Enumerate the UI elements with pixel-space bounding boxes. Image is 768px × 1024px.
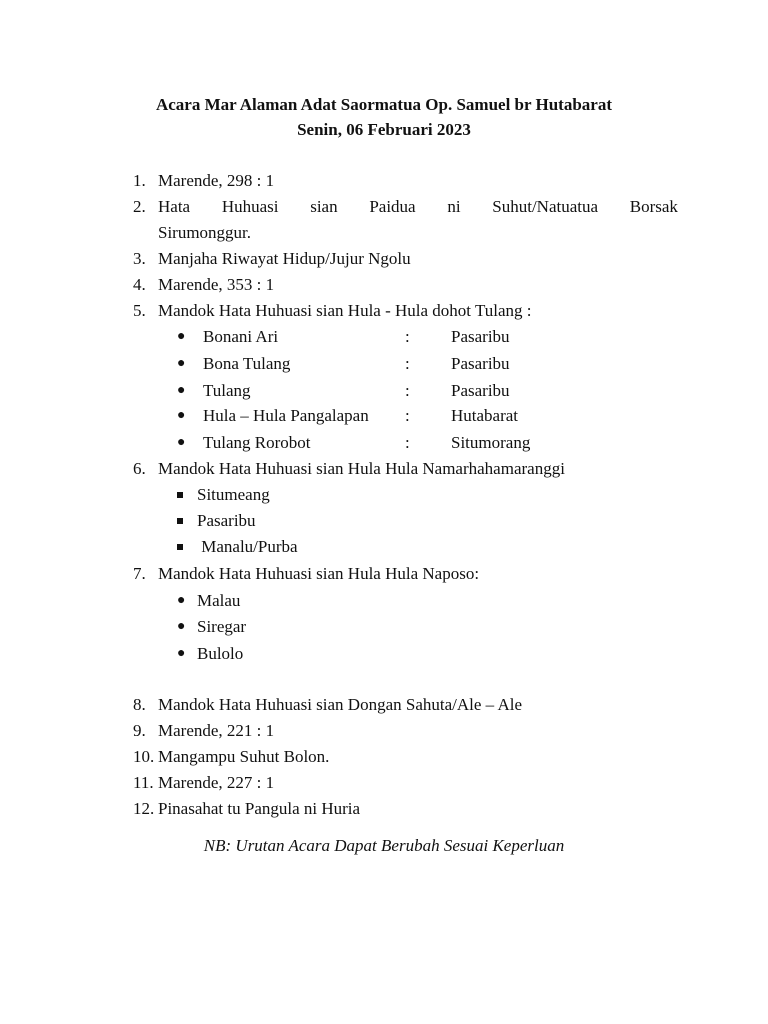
item-word: ni: [447, 197, 461, 216]
list-item: [0, 196, 768, 244]
item-text: Marende, 221 : 1: [158, 721, 275, 740]
item-number: 5.: [133, 301, 146, 320]
sub-label: Hula – Hula Pangalapan: [203, 406, 369, 425]
item-text: Manjaha Riwayat Hidup/Jujur Ngolu: [158, 249, 411, 268]
list-item: [0, 563, 768, 585]
list-item: [0, 772, 768, 794]
item-text-justified: [158, 196, 678, 218]
sub-label: Siregar: [197, 617, 247, 636]
list-item: [0, 170, 768, 192]
list-item: [0, 694, 768, 716]
list-item: [0, 274, 768, 296]
item-word: sian: [310, 197, 338, 216]
document-title: Acara Mar Alaman Adat Saormatua Op. Samuel br Hutabarat: [155, 95, 613, 114]
sub-value: Pasaribu: [451, 327, 510, 346]
list-item: [0, 458, 768, 480]
sub-value: Pasaribu: [451, 354, 510, 373]
bullet-icon: ●: [177, 329, 186, 344]
item-number: 4.: [133, 275, 146, 294]
sub-list-item: [0, 326, 768, 348]
item-number: 10.: [133, 747, 155, 766]
sub-label: Tulang: [203, 381, 251, 400]
item-word: Hata: [158, 197, 191, 216]
item-number: 8.: [133, 695, 146, 714]
sub-label: Situmeang: [197, 485, 270, 504]
sub-list-item: [0, 590, 768, 612]
sub-colon: :: [405, 327, 410, 346]
sub-list-item: [0, 405, 768, 427]
item-number: 2.: [133, 197, 146, 216]
sub-list-item: [0, 643, 768, 665]
note-text: NB: Urutan Acara Dapat Berubah Sesuai Keperluan: [203, 836, 565, 855]
bullet-icon: ●: [177, 435, 186, 450]
item-number: 1.: [133, 171, 146, 190]
item-number: 3.: [133, 249, 146, 268]
bullet-icon: ●: [177, 593, 186, 608]
document-date: Senin, 06 Februari 2023: [297, 120, 471, 139]
square-bullet-icon: [177, 544, 183, 550]
item-text: Pinasahat tu Pangula ni Huria: [158, 799, 361, 818]
sub-value: Pasaribu: [451, 381, 510, 400]
bullet-icon: ●: [177, 408, 186, 423]
item-text: Mangampu Suhut Bolon.: [158, 747, 330, 766]
item-text-continuation: Sirumonggur.: [158, 223, 252, 242]
list-item: [0, 746, 768, 768]
sub-list-item: [0, 616, 768, 638]
item-text: Mandok Hata Huhuasi sian Hula Hula Naposo:: [158, 564, 480, 583]
item-number: 11.: [133, 773, 154, 792]
item-word: Huhuasi: [221, 197, 279, 216]
sub-colon: :: [405, 433, 410, 452]
item-word: Paidua: [369, 197, 416, 216]
sub-list-item: [0, 353, 768, 375]
list-item: [0, 720, 768, 742]
item-word: Borsak: [629, 197, 678, 216]
sub-label: Pasaribu: [197, 511, 256, 530]
item-text: Marende, 298 : 1: [158, 171, 275, 190]
bullet-icon: ●: [177, 646, 186, 661]
list-item: [0, 248, 768, 270]
sub-list-item: [0, 432, 768, 454]
item-number: 12.: [133, 799, 155, 818]
item-number: 6.: [133, 459, 146, 478]
square-bullet-icon: [177, 518, 183, 524]
sub-colon: :: [405, 381, 410, 400]
sub-list-item: [0, 510, 768, 532]
item-text: Marende, 227 : 1: [158, 773, 275, 792]
sub-label: Bonani Ari: [203, 327, 279, 346]
item-text: Marende, 353 : 1: [158, 275, 275, 294]
bullet-icon: ●: [177, 383, 186, 398]
sub-label: Manalu/Purba: [197, 537, 298, 556]
sub-list-item: [0, 484, 768, 506]
square-bullet-icon: [177, 492, 183, 498]
sub-value: Situmorang: [451, 433, 531, 452]
bullet-icon: ●: [177, 619, 186, 634]
item-text: Mandok Hata Huhuasi sian Hula - Hula dohot Tulang :: [158, 301, 532, 320]
item-text: Mandok Hata Huhuasi sian Hula Hula Namarhahamaranggi: [158, 459, 565, 478]
sub-list-item: [0, 380, 768, 402]
sub-label: Malau: [197, 591, 241, 610]
sub-colon: :: [405, 354, 410, 373]
item-text: Mandok Hata Huhuasi sian Dongan Sahuta/Ale – Ale: [158, 695, 523, 714]
sub-value: Hutabarat: [451, 406, 519, 425]
item-number: 7.: [133, 564, 146, 583]
sub-label: Tulang Rorobot: [203, 433, 311, 452]
sub-colon: :: [405, 406, 410, 425]
sub-list-item: [0, 536, 768, 558]
item-word: Suhut/Natuatua: [492, 197, 599, 216]
item-number: 9.: [133, 721, 146, 740]
list-item: [0, 798, 768, 820]
list-item: [0, 300, 768, 322]
sub-label: Bona Tulang: [203, 354, 291, 373]
sub-label: Bulolo: [197, 644, 244, 663]
bullet-icon: ●: [177, 356, 186, 371]
